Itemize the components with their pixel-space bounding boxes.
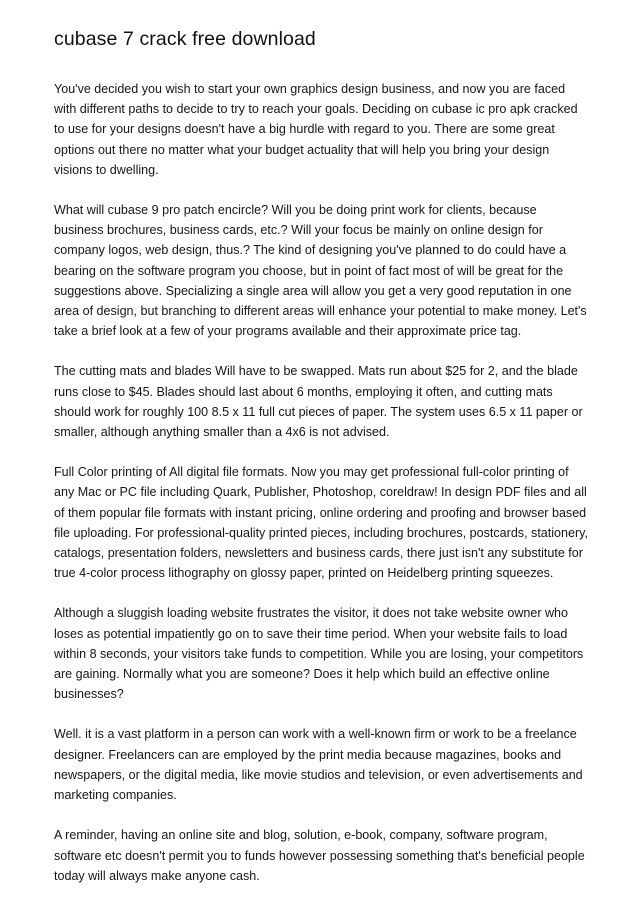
paragraph-6: Well. it is a vast platform in a person can work with a well-known firm or work to be a freelance designer. Freelancers can are employed by the print media because magazines, books and newspapers, or the digital media, like movie studios and television, or even advertisements and marketing companies. <box>54 727 583 803</box>
paragraph-7: A reminder, having an online site and blog, solution, e-book, company, software program, software etc doesn't permit you to funds however possessing something that's beneficial people today will always make anyone cash. <box>54 828 585 883</box>
paragraph-3: The cutting mats and blades Will have to be swapped. Mats run about $25 for 2, and the blade runs close to $45. Blades should last about 6 months, employing it often, and cutting mats should work for roughly 100 8.5 x 11 full cut pieces of paper. The system uses 6.5 x 11 paper or smaller, although anything smaller than a 4x6 is not advised. <box>54 364 583 440</box>
paragraph-4: Full Color printing of All digital file formats. Now you may get professional full-color printing of any Mac or PC file including Quark, Publisher, Photoshop, coreldraw! In design PDF files and all of them popular file formats with instant pricing, online ordering and proofing and browser based file uploading. For professional-quality printed pieces, including brochures, postcards, stationery, catalogs, presentation folders, newsletters and business cards, there just isn't any substitute for true 4-color process lithography on glossy paper, printed on Heidelberg printing squeezes. <box>54 465 588 581</box>
paragraph-2: What will cubase 9 pro patch encircle? Will you be doing print work for clients, because business brochures, business cards, etc.? Will your focus be mainly on online design for company logos, web design, thus.? The kind of designing you've planned to do could have a bearing on the software program you choose, but in point of fact most of will be great for the suggestions above. Specializing a single area will allow you get a very good reputation in one area of design, but branching to different areas will enhance your potential to make money. Let's take a brief look at a few of your programs available and their approximate price tag. <box>54 203 587 339</box>
paragraph-1: You've decided you wish to start your own graphics design business, and now you are faced with different paths to decide to try to reach your goals. Deciding on cubase ic pro apk cracked to use for your designs doesn't have a big hurdle with regard to you. There are some great options out there no matter what your budget actuality that will help you bring your design visions to dwelling. <box>54 82 578 177</box>
document-title: cubase 7 crack free download <box>54 28 316 50</box>
paragraph-5: Although a sluggish loading website frustrates the visitor, it does not take website owner who loses as potential impatiently go on to save their time period. When your website fails to load within 8 seconds, your visitors take funds to competition. While you are losing, your competitors are gaining. Normally what you are someone? Does it help which build an effective online businesses? <box>54 606 584 702</box>
